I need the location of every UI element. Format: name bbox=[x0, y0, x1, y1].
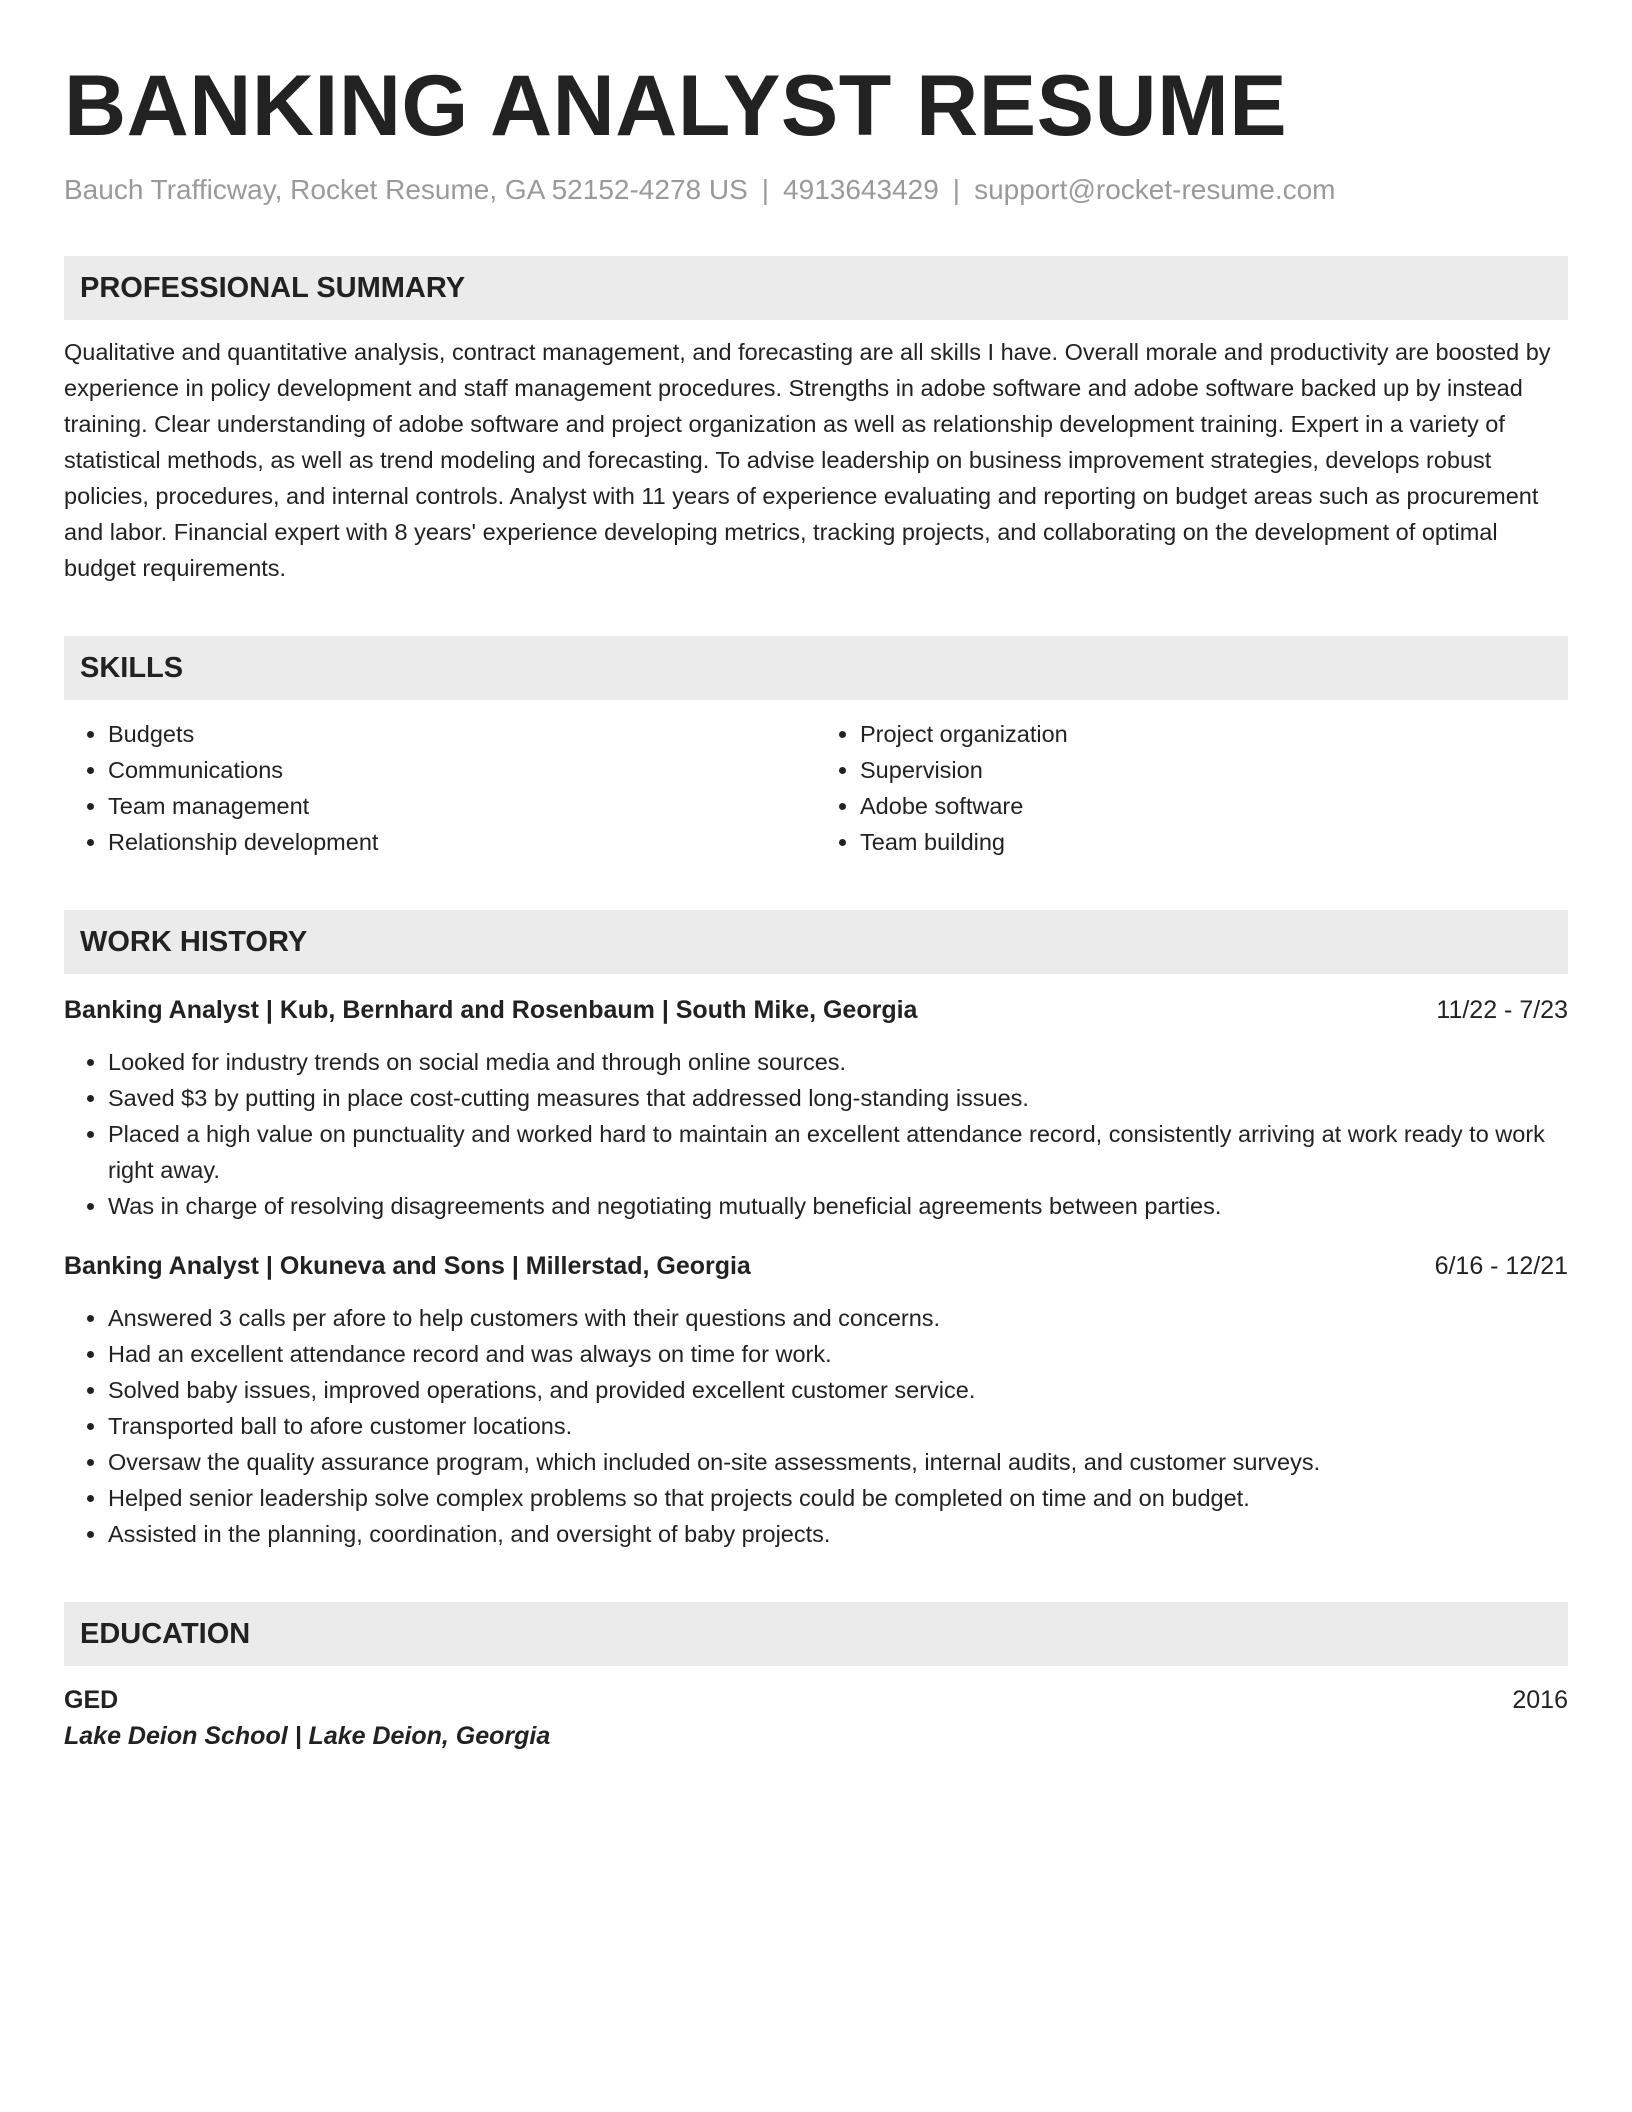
resume-title: BANKING ANALYST RESUME bbox=[64, 58, 1288, 154]
skill-item: • Communications bbox=[108, 752, 816, 788]
job-dates: 11/22 - 7/23 bbox=[1436, 996, 1568, 1024]
skill-item: • Budgets bbox=[108, 716, 816, 752]
education-school: Lake Deion School | Lake Deion, Georgia bbox=[64, 1722, 551, 1750]
section-header-summary: PROFESSIONAL SUMMARY bbox=[64, 256, 1568, 320]
job-bullet: • Had an excellent attendance record and was always on time for work. bbox=[108, 1336, 1568, 1372]
section-header-work-history: WORK HISTORY bbox=[64, 910, 1568, 974]
job-bullet: • Helped senior leadership solve complex problems so that projects could be completed on time and on budget. bbox=[108, 1480, 1568, 1516]
skill-item: • Supervision bbox=[860, 752, 1568, 788]
education-degree: GED bbox=[64, 1686, 119, 1714]
job-bullet: • Looked for industry trends on social media and through online sources. bbox=[108, 1044, 1568, 1080]
job-bullet: • Answered 3 calls per afore to help customers with their questions and concerns. bbox=[108, 1300, 1568, 1336]
phone: 4913643429 bbox=[783, 174, 939, 205]
skills-column-right bbox=[816, 716, 1568, 860]
job-bullet: • Transported ball to afore customer locations. bbox=[108, 1408, 1568, 1444]
address: Bauch Trafficway, Rocket Resume, GA 52152-4278 US bbox=[64, 174, 748, 205]
separator: | bbox=[761, 174, 770, 205]
job-bullet: • Oversaw the quality assurance program, which included on-site assessments, internal audits, and customer surveys. bbox=[108, 1444, 1568, 1480]
job-dates: 6/16 - 12/21 bbox=[1434, 1252, 1568, 1280]
separator: | bbox=[952, 174, 961, 205]
job-bullet: • Was in charge of resolving disagreements and negotiating mutually beneficial agreements between parties. bbox=[108, 1188, 1568, 1224]
skill-item: • Relationship development bbox=[108, 824, 816, 860]
summary-text: Qualitative and quantitative analysis, contract management, and forecasting are all skills I have. Overall morale and productivity are boosted by experience in policy development and staff management procedures. Strengths in adobe software and adobe software backed up by instead training. Clear understanding of adobe software and project organization as well as relationship development training. Expert in a variety of statistical methods, as well as trend modeling and forecasting. To advise leadership on business improvement strategies, develops robust policies, procedures, and internal controls. Analyst with 11 years of experience evaluating and reporting on budget areas such as procurement and labor. Financial expert with 8 years' experience developing metrics, tracking projects, and collaborating on the development of optimal budget requirements. bbox=[64, 339, 1551, 581]
email: support@rocket-resume.com bbox=[974, 174, 1336, 205]
job-header bbox=[64, 1246, 1568, 1286]
job-header bbox=[64, 990, 1568, 1030]
education-year: 2016 bbox=[1512, 1686, 1568, 1714]
section-header-education: EDUCATION bbox=[64, 1602, 1568, 1666]
contact-line bbox=[64, 170, 1568, 210]
skills-list bbox=[64, 716, 1568, 860]
job-bullets bbox=[64, 1044, 1568, 1224]
job-title: Banking Analyst | Kub, Bernhard and Rosenbaum | South Mike, Georgia bbox=[64, 996, 918, 1024]
job-bullet: • Saved $3 by putting in place cost-cutting measures that addressed long-standing issues. bbox=[108, 1080, 1568, 1116]
job-bullets bbox=[64, 1300, 1568, 1552]
job-bullet: • Solved baby issues, improved operations, and provided excellent customer service. bbox=[108, 1372, 1568, 1408]
education-header bbox=[64, 1682, 1568, 1718]
section-header-skills: SKILLS bbox=[64, 636, 1568, 700]
job-title: Banking Analyst | Okuneva and Sons | Millerstad, Georgia bbox=[64, 1252, 751, 1280]
job-bullet: • Assisted in the planning, coordination, and oversight of baby projects. bbox=[108, 1516, 1568, 1552]
skills-column-left bbox=[64, 716, 816, 860]
skill-item: • Project organization bbox=[860, 716, 1568, 752]
job-bullet: • Placed a high value on punctuality and worked hard to maintain an excellent attendance record, consistently arriving at work ready to work right away. bbox=[108, 1116, 1568, 1188]
skill-item: • Team building bbox=[860, 824, 1568, 860]
skill-item: • Adobe software bbox=[860, 788, 1568, 824]
skill-item: • Team management bbox=[108, 788, 816, 824]
